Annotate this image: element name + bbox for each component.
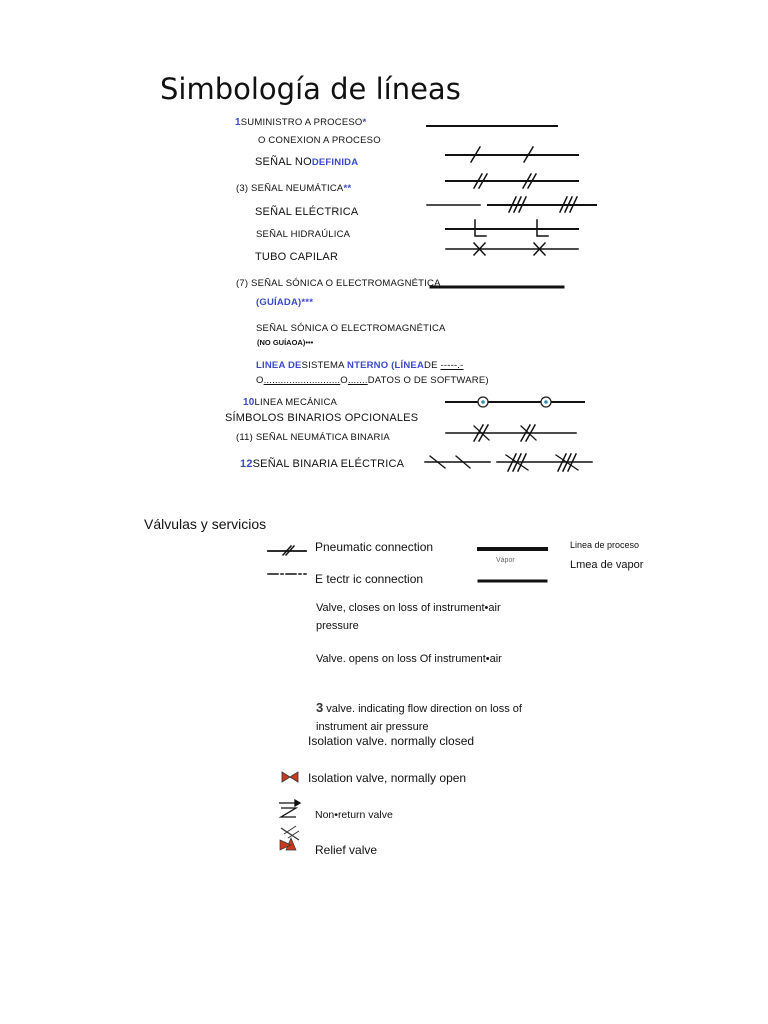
label-senal-sonica-no-guiada: SEÑAL SÓNICA O ELECTROMAGNÉTICA xyxy=(256,323,446,334)
label-linea-proceso: Linea de proceso xyxy=(570,540,640,550)
label-senal-electrica: SEÑAL ELÉCTRICA xyxy=(255,206,359,218)
label-valve-opens: Valve. opens on loss Of instrument•air xyxy=(316,653,502,665)
label-isolation-open: Isolation valve, normally open xyxy=(308,771,467,785)
label-binaria-electrica: 12SEÑAL BINARIA ELÉCTRICA xyxy=(240,458,405,470)
label-conexion: O CONEXION A PROCESO xyxy=(258,135,381,146)
label-vapor-small: Vápor xyxy=(496,557,515,564)
label-senal-hidraulica: SEÑAL HIDRAÚLICA xyxy=(256,229,351,240)
label-relief-valve: Relief valve xyxy=(315,843,378,857)
symbol-relief-valve xyxy=(280,826,299,850)
label-linea-mecanica: 10LINEA MECÁNICA xyxy=(243,397,338,408)
label-no-guiada: (NO GUÍAOA)••• xyxy=(257,338,314,347)
label-valve-closes: Valve, closes on loss of instrument•air pressure xyxy=(316,602,501,632)
page-title: Simbología de líneas xyxy=(160,72,461,106)
label-neumatica-binaria: (11) SEÑAL NEUMÁTICA BINARIA xyxy=(236,432,390,443)
label-tubo-capilar: TUBO CAPILAR xyxy=(255,251,339,263)
label-datos-software: O...........................O.......DATOS O DE SOFTWARE) xyxy=(256,375,489,386)
label-linea-vapor: Lmea de vapor xyxy=(570,559,644,571)
label-non-return: Non•return valve xyxy=(315,809,393,821)
symbol-non-return-valve xyxy=(279,800,300,817)
section-title-valvulas: Válvulas y servicios xyxy=(144,516,267,532)
label-senal-no-definida: SEÑAL NODEFINIDA xyxy=(255,156,359,168)
label-senal-neumatica: (3) SEÑAL NEUMÁTICA** xyxy=(236,183,352,194)
label-electric-connection: E tectr ic connection xyxy=(315,572,424,586)
label-pneumatic-connection: Pneumatic connection xyxy=(315,540,434,554)
label-linea-sistema-interno: LINEA DESISTEMA NTERNO (LÍNEADE -----.- xyxy=(256,360,464,371)
label-guiada: (GUÍADA)*** xyxy=(256,297,314,308)
label-valve-three-way: 3 valve. indicating flow direction on loss of instrument air pressure xyxy=(316,700,522,733)
label-senal-sonica-guiada: (7) SEÑAL SÓNICA O ELECTROMAGNÉTICA xyxy=(236,278,441,289)
heading-simbolos-binarios: SÍMBOLOS BINARIOS OPCIONALES xyxy=(225,412,419,424)
symbol-isolation-valve-open xyxy=(282,772,298,782)
label-suministro: 1SUMINISTRO A PROCESO* xyxy=(235,117,367,128)
label-isolation-closed: Isolation valve. normally closed xyxy=(308,734,475,748)
